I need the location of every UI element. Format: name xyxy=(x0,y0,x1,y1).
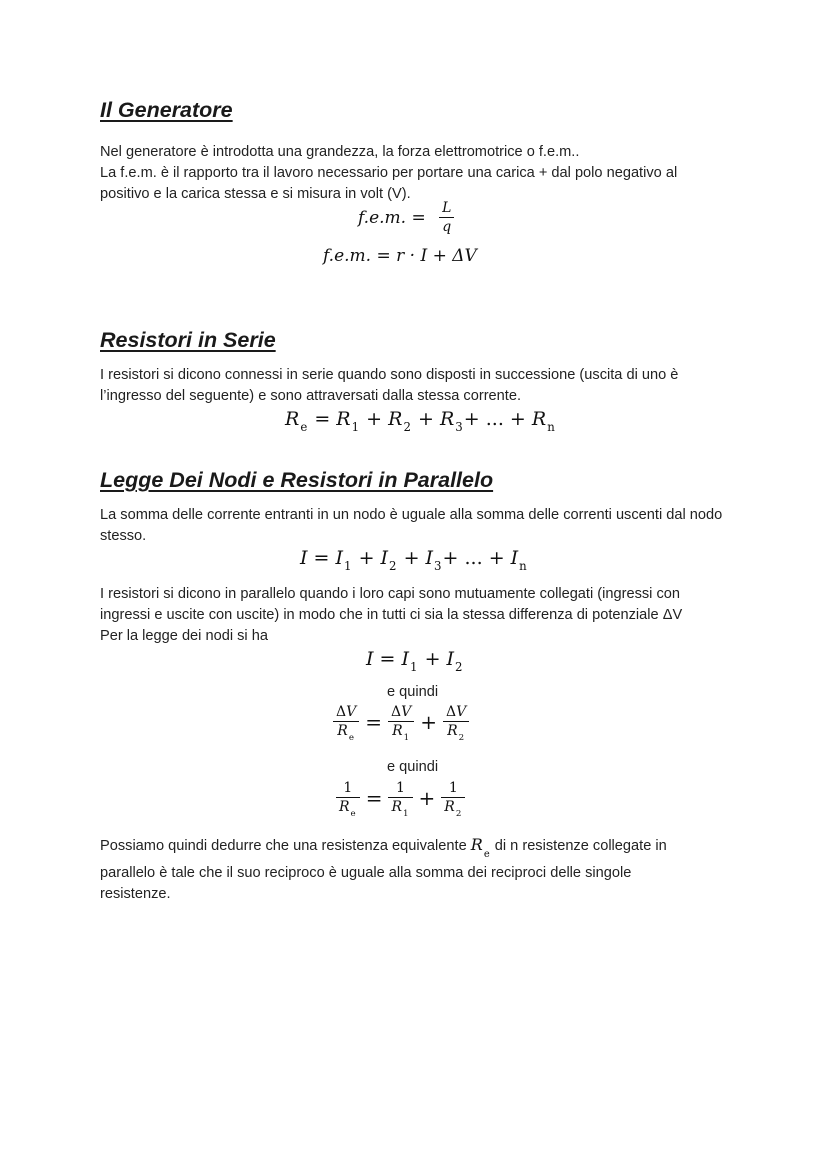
fraction-denominator: q xyxy=(442,219,452,235)
fraction-1-r2: $\frac{1}{R_2}$ xyxy=(441,780,465,815)
paragraph-legge-nodi-intro: Per la legge dei nodi si ha xyxy=(100,628,268,644)
fraction-l-over-q xyxy=(439,200,454,235)
fraction-dv-r1: $\frac{\Delta V}{R_1}$ xyxy=(388,704,414,739)
paragraph-conclusione-2: parallelo è tale che il suo reciproco è uguale alla somma dei reciproci delle singole resistenze. xyxy=(100,865,632,902)
equation-fem-lhs: f.e.m. = xyxy=(358,207,426,228)
fraction-1-r1: $\frac{1}{R_1}$ xyxy=(388,780,412,815)
heading-resistori-serie: Resistori in Serie xyxy=(100,328,276,352)
paragraph-generatore-1: Nel generatore è introdotta una grandezza, la forza elettromotrice o f.e.m.. xyxy=(100,144,580,160)
text-e-quindi-1: e quindi xyxy=(387,684,439,700)
equation-resistori-serie: $R_e = R_1 + R_2 + R_3+$ ... + $R_n$ xyxy=(285,408,555,435)
fraction-dv-r2: $\frac{\Delta V}{R_2}$ xyxy=(443,704,469,739)
fraction-numerator: L xyxy=(439,200,454,218)
equation-delta-v: $\frac{\Delta V}{R_e}$ = $\frac{\Delta V}{R_1}$ + $\frac{\Delta V}{R_2}$ xyxy=(333,704,469,739)
fraction-dv-re: $\frac{\Delta V}{R_e}$ xyxy=(333,704,359,739)
inline-re: $R_e$ xyxy=(470,835,490,861)
equation-reciproci: $\frac{1}{R_e}$ = $\frac{1}{R_1}$ + $\frac{1}{R_2}$ xyxy=(336,780,465,815)
equation-legge-nodi: $I = I_1 + I_2 + I_3+$ ... + $I_n$ xyxy=(300,547,527,574)
text-e-quindi-2: e quindi xyxy=(387,759,439,775)
paragraph-parallelo: I resistori si dicono in parallelo quando i loro capi sono mutuamente collegati (ingressi con ingressi e uscite con uscite) in modo che in tutti ci sia la stessa differenza di potenziale ΔV xyxy=(100,586,683,623)
equation-fem-ratio xyxy=(358,200,454,235)
paragraph-serie: I resistori si dicono connessi in serie quando sono disposti in successione (uscita di uno è l’ingresso del seguente) e sono attraversati dalla stessa corrente. xyxy=(100,367,679,404)
heading-legge-nodi: Legge Dei Nodi e Resistori in Parallelo xyxy=(100,468,494,492)
paragraph-generatore-2: La f.e.m. è il rapporto tra il lavoro necessario per portare una carica + dal polo negativo al positivo e la carica stessa e si misura in volt (V). xyxy=(100,165,678,202)
equation-due-correnti: $I = I_1 + I_2$ xyxy=(366,648,463,675)
fraction-1-re: $\frac{1}{R_e}$ xyxy=(336,780,360,815)
equation-fem-sum: f.e.m. = r · I + ΔV xyxy=(323,246,477,266)
paragraph-nodi: La somma delle corrente entranti in un nodo è uguale alla somma delle correnti uscenti dal nodo stesso. xyxy=(100,507,723,544)
heading-generatore: Il Generatore xyxy=(100,98,233,122)
paragraph-conclusione-1: Possiamo quindi dedurre che una resistenza equivalente $R_e$ di n resistenze collegate in xyxy=(100,835,667,861)
